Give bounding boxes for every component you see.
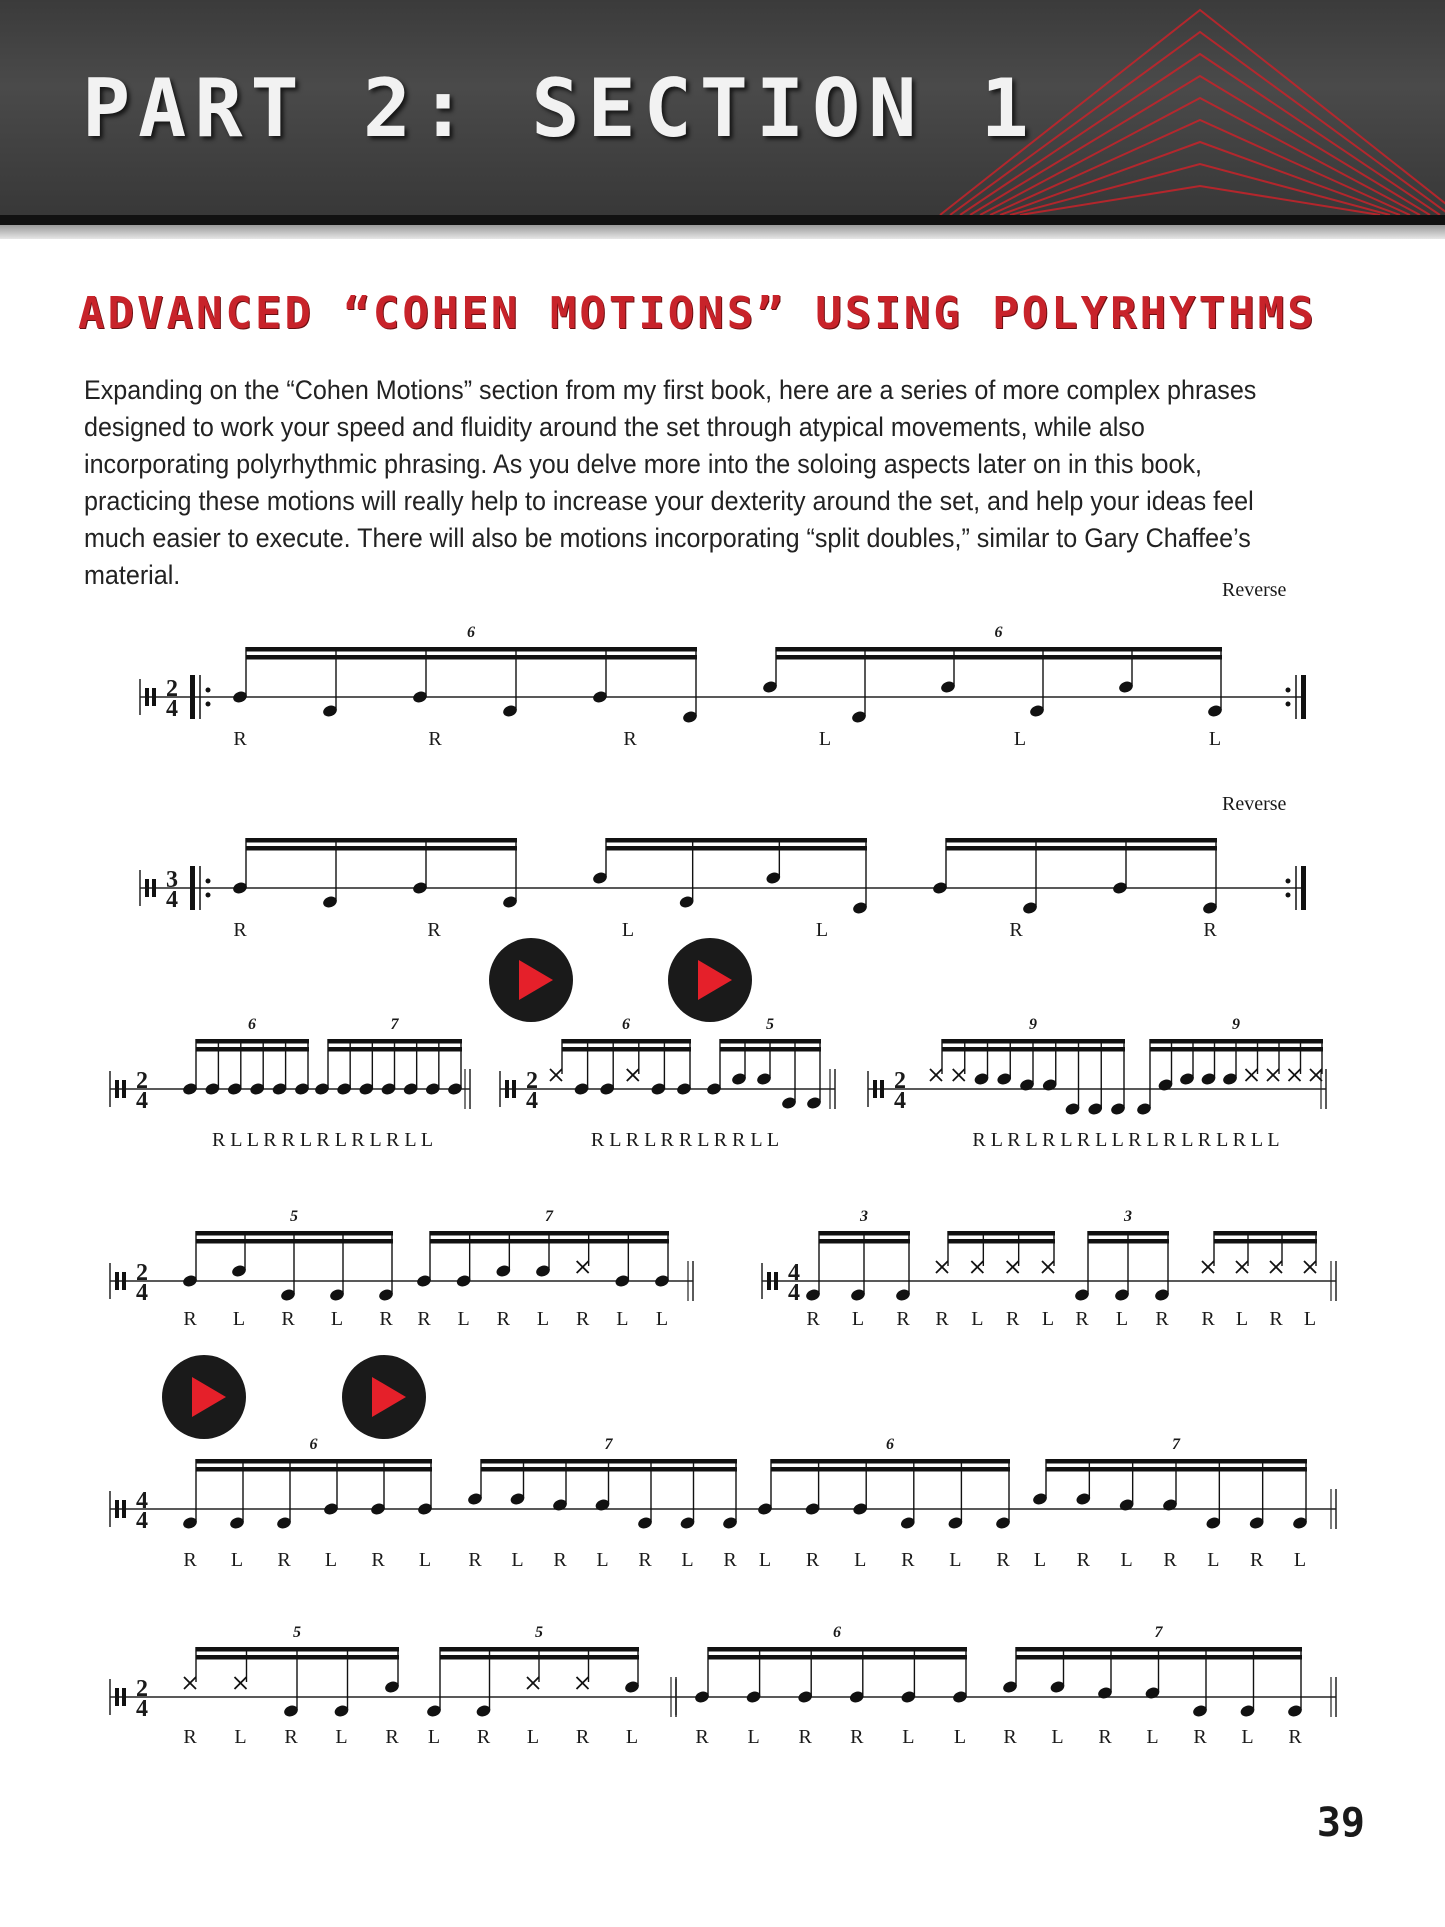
- sticking-letter: L: [1208, 728, 1222, 750]
- sticking-letter: R: [901, 1549, 915, 1571]
- beam: [1046, 1467, 1307, 1472]
- sticking-letter: L: [1051, 1726, 1064, 1748]
- tuplet-number: 7: [1154, 1624, 1163, 1641]
- tuplet-number: 5: [535, 1624, 543, 1641]
- repeat-start-bar: [190, 866, 195, 910]
- sticking-letter: R: [1076, 1549, 1091, 1571]
- tuplet-number: 6: [622, 1016, 630, 1033]
- tuplet-number: 5: [766, 1016, 774, 1033]
- beam: [948, 1239, 1055, 1244]
- tuplet-number: 7: [1172, 1436, 1180, 1453]
- sticking-letter: R: [623, 728, 637, 750]
- sticking-letter: L: [526, 1726, 540, 1748]
- repeat-dot: [206, 688, 211, 693]
- beam: [1016, 1655, 1302, 1660]
- time-signature-top: 4: [788, 1260, 800, 1286]
- time-signature-bottom: 4: [526, 1088, 538, 1114]
- sticking-letter: R: [638, 1549, 652, 1571]
- sticking-letter: L: [330, 1308, 344, 1330]
- percussion-clef: [115, 1688, 119, 1706]
- play-button-1[interactable]: [489, 938, 573, 1022]
- beam: [196, 1047, 309, 1052]
- sticking-letter: R: [1193, 1726, 1207, 1748]
- percussion-clef: [122, 1080, 126, 1098]
- header-divider-shadow: [0, 225, 1445, 239]
- chevron-line: [1020, 186, 1380, 215]
- sticking-letter: L: [1013, 728, 1027, 750]
- beam: [196, 1647, 399, 1652]
- sticking-letter: L: [902, 1726, 915, 1748]
- sticking-letter: L: [1235, 1308, 1249, 1330]
- beam: [942, 1047, 1125, 1052]
- sticking-letter: R: [233, 728, 247, 750]
- beam: [771, 1459, 1010, 1464]
- sticking-letter: L: [427, 1726, 441, 1748]
- sticking-letter: R: [1003, 1726, 1017, 1748]
- tuplet-number: 7: [390, 1016, 399, 1033]
- repeat-end-bar: [1301, 866, 1306, 910]
- sticking-letter: R: [183, 1549, 197, 1571]
- reverse-annotation: Reverse: [1222, 579, 1287, 601]
- sticking-letter: R: [935, 1308, 949, 1330]
- beam: [1088, 1239, 1169, 1244]
- sticking-letter: R: [1155, 1308, 1169, 1330]
- time-signature-bottom: 4: [166, 696, 178, 722]
- beam: [440, 1647, 639, 1652]
- sticking-letter: L: [1146, 1726, 1159, 1748]
- tuplet-number: 7: [604, 1436, 613, 1453]
- tuplet-number: 5: [293, 1624, 301, 1641]
- beam: [776, 647, 1222, 652]
- sticking-letter: L: [1293, 1549, 1307, 1571]
- sticking-letter: L: [616, 1308, 629, 1330]
- sticking-letter: R: [695, 1726, 709, 1748]
- beam: [1214, 1239, 1317, 1244]
- sticking-letter: R: [805, 1549, 820, 1571]
- sticking-letter: L: [1207, 1549, 1220, 1571]
- percussion-clef: [767, 1272, 771, 1290]
- beam: [720, 1039, 821, 1044]
- beam: [720, 1047, 821, 1052]
- beam: [196, 1039, 309, 1044]
- sticking-letter: R: [806, 1308, 820, 1330]
- repeat-dot: [1286, 688, 1291, 693]
- percussion-clef: [880, 1080, 884, 1098]
- beam: [1046, 1459, 1307, 1464]
- sticking-letter: R: [575, 1308, 590, 1330]
- time-signature-top: 2: [166, 676, 178, 702]
- tuplet-number: 3: [1124, 1208, 1132, 1225]
- sticking-letter: L: [335, 1726, 348, 1748]
- time-signature-bottom: 4: [166, 887, 178, 913]
- sticking-letter: L: [1041, 1308, 1055, 1330]
- sticking-letter: L: [851, 1308, 865, 1330]
- beam: [946, 838, 1217, 843]
- tuplet-number: 6: [886, 1436, 894, 1453]
- sticking-letter: R: [996, 1549, 1010, 1571]
- beam: [948, 1231, 1055, 1236]
- tuplet-number: 7: [545, 1208, 553, 1225]
- sticking-text: R L L R R L R L R L R L L: [211, 1129, 434, 1151]
- sticking-letter: R: [284, 1726, 298, 1748]
- sticking-letter: L: [621, 919, 635, 941]
- beam: [562, 1047, 691, 1052]
- repeat-start-bar: [190, 675, 195, 719]
- time-signature-top: 2: [136, 1260, 148, 1286]
- sticking-letter: L: [1033, 1549, 1047, 1571]
- percussion-clef: [505, 1080, 509, 1098]
- beam: [819, 1239, 910, 1244]
- chevron-line: [990, 120, 1410, 215]
- beam: [196, 1655, 399, 1660]
- sticking-text: R L R L R L R L L R L R L R L R L L: [972, 1129, 1280, 1151]
- sticking-letter: R: [183, 1726, 197, 1748]
- sticking-letter: L: [418, 1549, 432, 1571]
- percussion-clef: [873, 1080, 877, 1098]
- sticking-letter: L: [949, 1549, 962, 1571]
- section-heading: ADVANCED “COHEN MOTIONS” USING POLYRHYTHMS: [78, 288, 1317, 339]
- sticking-letter: L: [230, 1549, 244, 1571]
- play-button-2[interactable]: [668, 938, 752, 1022]
- repeat-end-bar: [1301, 675, 1306, 719]
- beam: [246, 838, 517, 843]
- sticking-letter: L: [815, 919, 829, 941]
- percussion-clef: [152, 688, 156, 706]
- sticking-letter: L: [457, 1308, 470, 1330]
- chevron-line: [1000, 142, 1400, 215]
- chevron-line: [970, 76, 1430, 215]
- sticking-letter: L: [655, 1308, 669, 1330]
- repeat-dot: [206, 879, 211, 884]
- percussion-clef: [122, 1500, 126, 1518]
- sticking-letter: R: [427, 919, 441, 941]
- beam: [246, 846, 517, 851]
- percussion-clef: [774, 1272, 778, 1290]
- time-signature-top: 2: [136, 1068, 148, 1094]
- time-signature-bottom: 4: [136, 1088, 148, 1114]
- beam: [481, 1459, 737, 1464]
- sticking-letter: R: [281, 1308, 295, 1330]
- sticking-letter: L: [854, 1549, 867, 1571]
- tuplet-number: 9: [1232, 1016, 1240, 1033]
- time-signature-bottom: 4: [136, 1508, 148, 1534]
- tuplet-number: 6: [994, 624, 1003, 641]
- sticking-letter: L: [1120, 1549, 1133, 1571]
- beam: [328, 1047, 462, 1052]
- sticking-letter: R: [1203, 919, 1217, 941]
- sticking-letter: L: [232, 1308, 246, 1330]
- sticking-letter: R: [428, 728, 442, 750]
- sticking-letter: L: [1241, 1726, 1254, 1748]
- repeat-dot: [206, 893, 211, 898]
- sticking-letter: R: [417, 1308, 431, 1330]
- tuplet-number: 6: [248, 1016, 256, 1033]
- repeat-dot: [206, 702, 211, 707]
- page-title: PART 2: SECTION 1: [82, 62, 1037, 155]
- sticking-letter: R: [896, 1308, 910, 1330]
- time-signature-top: 3: [166, 867, 178, 893]
- time-signature-bottom: 4: [136, 1280, 148, 1306]
- beam: [946, 846, 1217, 851]
- repeat-dot: [1286, 879, 1291, 884]
- sticking-letter: R: [233, 919, 247, 941]
- percussion-clef: [122, 1272, 126, 1290]
- sticking-letter: R: [371, 1549, 385, 1571]
- header-band: [0, 0, 1445, 215]
- sticking-letter: R: [476, 1726, 491, 1748]
- time-signature-bottom: 4: [788, 1280, 800, 1306]
- beam: [328, 1039, 462, 1044]
- sticking-letter: R: [1163, 1549, 1177, 1571]
- sticking-letter: R: [553, 1549, 567, 1571]
- play-button-4[interactable]: [342, 1355, 426, 1439]
- beam: [708, 1655, 967, 1660]
- sticking-letter: R: [850, 1726, 864, 1748]
- sticking-letter: R: [1249, 1549, 1264, 1571]
- beam: [246, 655, 697, 660]
- page-number: 39: [1316, 1800, 1365, 1846]
- time-signature-top: 2: [894, 1068, 906, 1094]
- percussion-clef: [122, 1688, 126, 1706]
- beam: [196, 1231, 393, 1236]
- sticking-letter: L: [324, 1549, 338, 1571]
- sticking-letter: R: [1005, 1308, 1020, 1330]
- sticking-letter: R: [1009, 919, 1023, 941]
- beam: [776, 655, 1222, 660]
- tuplet-number: 3: [860, 1208, 868, 1225]
- sticking-letter: R: [1269, 1308, 1283, 1330]
- tuplet-number: 6: [833, 1624, 841, 1641]
- sticking-letter: R: [575, 1726, 590, 1748]
- beam: [1150, 1047, 1323, 1052]
- beam: [606, 838, 867, 843]
- sticking-letter: L: [625, 1726, 639, 1748]
- sticking-letter: L: [953, 1726, 967, 1748]
- percussion-clef: [115, 1272, 119, 1290]
- sticking-letter: R: [277, 1549, 291, 1571]
- sticking-letter: L: [971, 1308, 984, 1330]
- sticking-letter: L: [511, 1549, 524, 1571]
- intro-paragraph: Expanding on the “Cohen Motions” section from my first book, here are a series of more complex phrases designed to work your speed and fluidity around the set through atypical movements, while also incorporating polyrhythmic phrasing. As you delve more into the soloing aspects later on in this book, practicing these motions will really help to increase your dexterity around the set, and help your ideas feel much easier to execute. There will also be motions incorporating “split doubles,” similar to Gary Chaffee’s material.: [84, 375, 1257, 590]
- percussion-clef: [115, 1500, 119, 1518]
- sticking-letter: R: [1098, 1726, 1112, 1748]
- time-signature-top: 2: [526, 1068, 538, 1094]
- beam: [562, 1039, 691, 1044]
- sticking-letter: R: [385, 1726, 399, 1748]
- sticking-letter: R: [723, 1549, 737, 1571]
- sticking-letter: R: [1075, 1308, 1089, 1330]
- beam: [430, 1239, 669, 1244]
- header-divider: [0, 215, 1445, 225]
- percussion-clef: [145, 688, 149, 706]
- tuplet-number: 5: [290, 1208, 298, 1225]
- percussion-clef: [512, 1080, 516, 1098]
- drum-notation: [0, 560, 1445, 1790]
- beam: [708, 1647, 967, 1652]
- sticking-letter: L: [1115, 1308, 1129, 1330]
- beam: [1214, 1231, 1317, 1236]
- repeat-dot: [1286, 893, 1291, 898]
- sticking-letter: L: [758, 1549, 772, 1571]
- time-signature-top: 4: [136, 1488, 148, 1514]
- sticking-letter: R: [1288, 1726, 1302, 1748]
- sticking-letter: R: [468, 1549, 482, 1571]
- beam: [481, 1467, 737, 1472]
- beam: [430, 1231, 669, 1236]
- tuplet-number: 6: [467, 624, 475, 641]
- beam: [819, 1231, 910, 1236]
- sticking-letter: L: [596, 1549, 609, 1571]
- repeat-dot: [1286, 702, 1291, 707]
- beam: [440, 1655, 639, 1660]
- time-signature-top: 2: [136, 1676, 148, 1702]
- beam: [1150, 1039, 1323, 1044]
- sticking-letter: L: [681, 1549, 694, 1571]
- reverse-annotation: Reverse: [1222, 793, 1287, 815]
- beam: [246, 647, 697, 652]
- beam: [1016, 1647, 1302, 1652]
- beam: [606, 846, 867, 851]
- sticking-letter: R: [798, 1726, 812, 1748]
- play-button-3[interactable]: [162, 1355, 246, 1439]
- beam: [942, 1039, 1125, 1044]
- beam: [771, 1467, 1010, 1472]
- tuplet-number: 6: [309, 1436, 318, 1453]
- sticking-letter: L: [1303, 1308, 1317, 1330]
- sticking-letter: L: [818, 728, 832, 750]
- sticking-letter: R: [1201, 1308, 1215, 1330]
- beam: [196, 1459, 432, 1464]
- sticking-letter: R: [496, 1308, 511, 1330]
- time-signature-bottom: 4: [136, 1696, 148, 1722]
- percussion-clef: [152, 879, 156, 897]
- sticking-letter: L: [234, 1726, 247, 1748]
- tuplet-number: 9: [1029, 1016, 1037, 1033]
- beam: [196, 1467, 432, 1472]
- percussion-clef: [115, 1080, 119, 1098]
- sticking-letter: R: [379, 1308, 393, 1330]
- time-signature-bottom: 4: [894, 1088, 906, 1114]
- sticking-letter: L: [747, 1726, 760, 1748]
- beam: [196, 1239, 393, 1244]
- sticking-letter: L: [536, 1308, 550, 1330]
- percussion-clef: [145, 879, 149, 897]
- sticking-letter: R: [183, 1308, 197, 1330]
- sticking-text: R L R L R R L R R L L: [590, 1129, 780, 1151]
- beam: [1088, 1231, 1169, 1236]
